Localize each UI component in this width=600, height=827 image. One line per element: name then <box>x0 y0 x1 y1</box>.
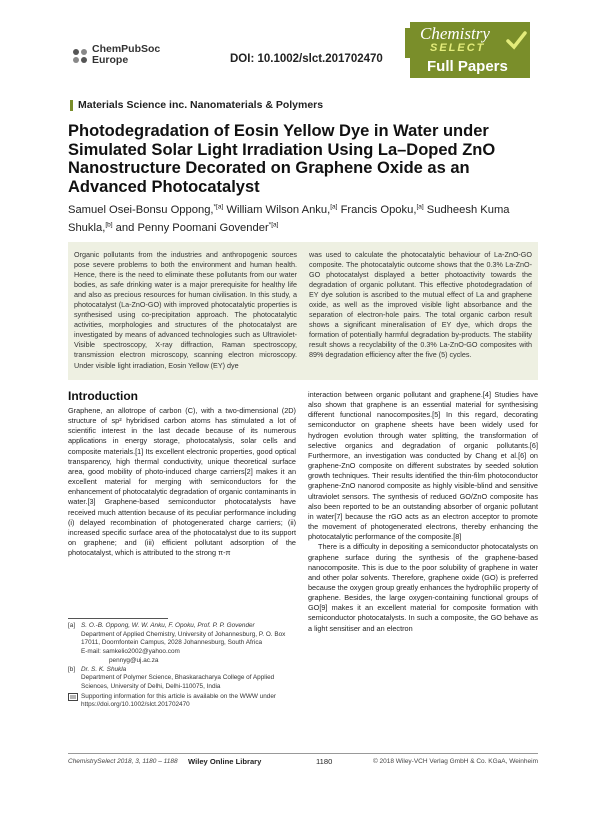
author-1 <box>68 204 223 216</box>
author-affiliation: [a] <box>330 203 338 210</box>
footnote-line: S. O.-B. Oppong, W. W. Anku, F. Opoku, Prof. P. P. Govender <box>81 622 255 629</box>
author-2 <box>223 204 337 216</box>
intro-paragraph: interaction between organic pollutant and graphene.[4] Studies have also shown that graphene is an essential material for synthesising different functional nanocomposites.[5] In this regard, decorating semiconductor on graphene sheets have been widely used for hydrogen evolution through water splitting, the transformation of selective organics and degradation of organic pollutants.[6] Furthermore, an investigation was conducted by Chang et al.[6] on graphene-ZnO composite on different substrates by seeded solution growth techniques. Their results identified the thin-film photoconductor graphene-ZnO nanorod composite as highly visible-blind and sensitive ultraviolet sensors. The synthesis of reduced GO/ZnO composite has also been reported to be an outstanding absorber of organic pollutant in water[7] because the rGO acts as an electron acceptor to promote the movement of photogenerated electrons, thereby enhancing the photocatalytic performance of the composite.[8] <box>308 390 538 542</box>
footnote-email[interactable]: pennyg@uj.ac.za <box>109 656 159 664</box>
author-affiliation: [b] <box>105 221 113 229</box>
chempubsoc-line2: Europe <box>92 54 129 66</box>
intro-paragraph: Graphene, an allotrope of carbon (C), with a two-dimensional (2D) structure of sp² hybridised carbon atoms has stimulated a lot of scientific interest in the last decade because of its numerous applications in energy storage, photocatalysis, solar cells and composite materials.[1] Its excellent electronic properties, good optical transparency, high thermal conductivity, unique theoretical surface area, good mobility of photo-induced charge carriers[2] makes it an excellent material for merging with semiconductors for the enhancement of photocatalytic degradation of organic contaminants in water.[3] Graphene-based semiconductor photocatalysts have received much attention because of its peculiar performance including (i) delayed recombination of photogenerated charge carriers; (ii) increased specific surface area of the photocatalyst due to its support on graphene; and (iii) efficient pollutant adsorption of the photocatalyst, which is attributed to the strong π-π <box>68 406 296 558</box>
checkmark-icon <box>505 30 527 52</box>
intro-left-column <box>68 406 296 558</box>
copyright-text: © 2018 Wiley-VCH Verlag GmbH & Co. KGaA, Weinheim <box>372 758 538 765</box>
chempubsoc-mark-icon <box>70 46 90 66</box>
footnotes <box>68 622 298 710</box>
footnote-label: [a] <box>68 622 76 629</box>
introduction-heading: Introduction <box>68 389 138 403</box>
footnote-b <box>68 666 298 692</box>
author-affiliation: *[a] <box>268 221 279 229</box>
footnote-divider <box>68 618 168 619</box>
author-name: Sudheesh Kuma Shukla, <box>68 203 510 235</box>
author-name: William Wilson Anku, <box>223 203 331 216</box>
abstract-right-column: was used to calculate the photocatalytic behaviour of La-ZnO-GO composite. The photocatalytic outcome shows that the 0.3% La-ZnO-GO photocatalyst displayed a better photoactivity towards the degradation of organic pollutant. This effective photodegradation of EY dye solution is ascribed to the mutual effect of La and graphene oxide, as well as the improved visible light absorbance and the separation of electron-hole pairs. The total organic carbon result shows a significant mineralisation of EY dye, which drops the formation of potentially harmful degradation by-products. The stability result shows a recyclability of the 0.3% La-ZnO-GO composites with 89% degradation efficiency after the five (5) cycles. <box>309 250 532 360</box>
journal-name-line1: Chemistry <box>420 24 490 43</box>
author-name: and Penny Poomani Govender <box>112 222 269 235</box>
doi-text[interactable]: DOI: 10.1002/slct.201702470 <box>230 53 383 65</box>
footnote-line: Department of Polymer Science, Bhaskaracharya College of Applied Sciences, University of Delhi, Delhi-110075, India <box>81 674 275 690</box>
section-tag <box>70 99 323 111</box>
supporting-info-text[interactable]: Supporting information for this article is available on the WWW under https://doi.org/10.1002/slct.201702470 <box>81 692 277 709</box>
abstract-box <box>68 242 538 380</box>
author-3 <box>337 204 423 216</box>
author-affiliation: [a] <box>416 203 424 210</box>
abstract-left-column: Organic pollutants from the industries and anthropogenic sources pose severe problems to both the environment and human health. Hence, there is the need to eliminate these pollutants from our water bodies, as safe drinking water is a major prerequisite for healthy life and also as precious resources for human civilisation. In this study, a photocatalyst (La-ZnO-GO) with improved photocatalytic properties is synthesised using co-precipitation approach. The photocatalytic activities, morphologies and structures of the photocatalyst are investigated by means of advanced technologies such as Ultraviolet-Visible spectroscopy, X-ray diffraction, Raman spectroscopy, transmission electron microscopy, scanning electron microscopy. Under visible light irradiation, Eosin Yellow (EY) dye <box>74 250 297 370</box>
article-title: Photodegradation of Eosin Yellow Dye in Water under Simulated Solar Light Irradiation Using La–Doped ZnO Nanostructure Decorated on Graphene Oxide as an Advanced Photocatalyst <box>68 122 496 196</box>
intro-paragraph: There is a difficulty in depositing a semiconductor photocatalysts on graphene surface during the synthesis of the graphene-based nanocomposite. This is due to the poor solubility of graphene in water and other polar solvents. Therefore, graphene oxide (GO) is preferred because the oxygen group greatly enhances the hydrophilic property of graphene. Besides, the large oxygen-containing functional groups of GO[9] makes it an excellent material for composite formation with semiconductor photocatalysts. In such a composite, the GO behave as a light sensitiser and an electron <box>308 542 538 633</box>
supporting-info <box>68 693 298 710</box>
author-affiliation: *[a] <box>213 203 224 210</box>
author-list <box>68 199 538 236</box>
author-name: Francis Opoku, <box>337 203 417 216</box>
page-header <box>0 0 600 80</box>
wiley-online-library-link[interactable]: Wiley Online Library <box>188 757 262 766</box>
section-tag-text: Materials Science inc. Nanomaterials & Polymers <box>78 99 324 111</box>
page-number: 1180 <box>316 757 333 766</box>
footnote-label: [b] <box>68 665 76 673</box>
journal-section-label: Full Papers <box>427 58 508 75</box>
intro-right-column <box>308 390 538 634</box>
chempubsoc-logo <box>70 44 180 70</box>
footnote-body <box>81 622 298 666</box>
footnote-line: Dr. S. K. Shukla <box>81 665 127 673</box>
footnote-line: Department of Applied Chemistry, University of Johannesburg, P. O. Box 17011, Doornfontein Campus, 2028 Johannesburg, South Africa <box>81 630 286 647</box>
author-name: Samuel Osei-Bonsu Oppong, <box>68 203 214 216</box>
footnote-a <box>68 622 298 666</box>
author-5 <box>113 222 279 234</box>
footnote-email[interactable]: E-mail: samkelio2002@yahoo.com <box>81 648 180 656</box>
footer-journal-ref: ChemistrySelect 2018, 3, 1180 – 1188 <box>68 758 178 765</box>
chempubsoc-line1: ChemPubSoc <box>92 43 161 55</box>
chempubsoc-text <box>92 44 160 66</box>
journal-name-line2: SELECT <box>430 42 486 54</box>
footnote-body <box>81 666 298 692</box>
supporting-info-icon <box>68 693 81 702</box>
footer-divider <box>68 753 538 754</box>
section-tag-bar <box>70 100 73 111</box>
